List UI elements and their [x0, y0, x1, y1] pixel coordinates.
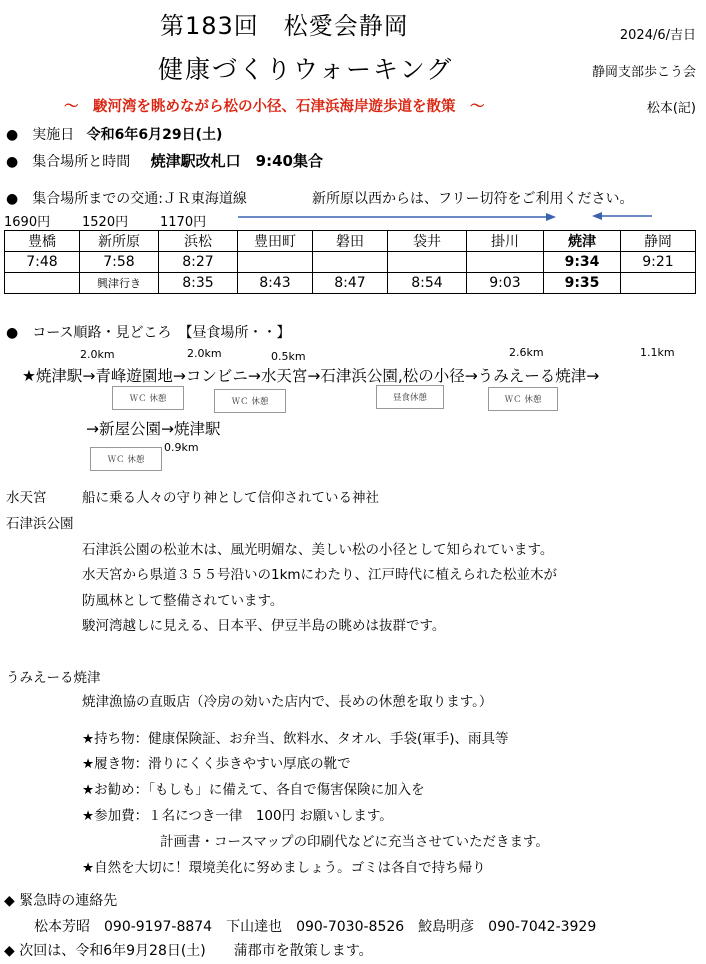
stop-box: ＷＣ 休憩 [112, 386, 184, 410]
time-cell: 7:48 [5, 252, 80, 273]
title-line1: 第183回 松愛会静岡 [160, 12, 409, 40]
time-cell: 8:27 [159, 252, 238, 273]
subtitle: ～ 駿河湾を眺めながら松の小径、石津浜海岸遊歩道を散策 ～ [64, 99, 485, 115]
distance-label: 2.0km [187, 347, 222, 360]
transport-label: ● 集合場所までの交通:ＪＲ東海道線 [6, 191, 247, 207]
arrow-right-icon [238, 213, 556, 221]
organizer: 静岡支部歩こう会 [591, 65, 696, 80]
route-line1: ★焼津駅→青峰遊園地→コンビニ→水天宮→石津浜公園,松の小径→うみえーる焼津→ [22, 367, 600, 385]
meet-label: ● 集合場所と時間 [6, 154, 131, 170]
stop-box: ＷＣ 休憩 [488, 387, 558, 411]
stop-box: ＷＣ 休憩 [90, 447, 162, 471]
spot-suitengu-desc: 船に乗る人々の守り神として信仰されている神社 [82, 490, 379, 506]
date-row [6, 124, 222, 144]
note-item: ★お勧め：「もしも」に備えて、各自で傷害保険に加入を [82, 782, 425, 798]
note-item: ★履き物：滑りにくく歩きやすい厚底の靴で [82, 756, 351, 772]
distance-label: 0.5km [271, 350, 306, 363]
time-cell: 9:34 [544, 252, 621, 273]
fare-3: 1170円 [160, 215, 207, 230]
note-item: ★参加費：１名につき一律 100円 お願いします。 [82, 808, 393, 824]
time-cell: 7:58 [80, 252, 159, 273]
contacts-heading: ◆ 緊急時の連絡先 [4, 893, 118, 909]
time-cell: 興津行き [80, 273, 159, 294]
distance-label: 0.9km [164, 441, 199, 454]
meet-value: 焼津駅改札口 9:40集合 [150, 152, 323, 170]
note-item: ★持ち物：健康保険証、お弁当、飲料水、タオル、手袋(軍手)、雨具等 [82, 731, 509, 747]
spot-suitengu-name: 水天宮 [6, 490, 47, 506]
timetable-row [5, 252, 696, 273]
station-cell: 豊田町 [238, 231, 313, 252]
time-cell: 8:35 [159, 273, 238, 294]
arrow-left-icon [592, 212, 652, 220]
timetable-row [5, 273, 696, 294]
timetable [4, 230, 696, 294]
note-item: 計画書・コースマップの印刷代などに充当させていただきます。 [160, 834, 549, 850]
station-cell: 静岡 [621, 231, 696, 252]
time-cell [467, 252, 544, 273]
time-cell [388, 252, 467, 273]
time-cell: 8:54 [388, 273, 467, 294]
stop-box: 昼食休憩 [376, 385, 444, 409]
time-cell [621, 273, 696, 294]
time-cell: 8:47 [313, 273, 388, 294]
time-cell: 9:35 [544, 273, 621, 294]
note-item: ★自然を大切に！環境美化に努めましょう。ゴミは各自で持ち帰り [82, 860, 486, 876]
distance-label: 2.6km [509, 346, 544, 359]
station-cell: 焼津 [544, 231, 621, 252]
time-cell [313, 252, 388, 273]
fare-1: 1690円 [4, 215, 51, 230]
fare-2: 1520円 [82, 215, 129, 230]
park-desc-line: 駿河湾越しに見える、日本平、伊豆半島の眺めは抜群です。 [82, 618, 446, 634]
date-label: ● 実施日 [6, 127, 75, 143]
park-desc-line: 石津浜公園の松並木は、風光明媚な、美しい松の小径として知られています。 [82, 542, 554, 558]
spot-umi-name: うみえーる焼津 [6, 670, 101, 686]
next-event: ◆ 次回は、令和6年9月28日(土) 蒲郡市を散策します。 [4, 943, 373, 959]
distance-label: 2.0km [80, 348, 115, 361]
meet-row [6, 150, 323, 171]
course-heading: ● コース順路・見どころ 【昼食場所・・】 [6, 325, 291, 341]
spot-park-name: 石津浜公園 [6, 516, 74, 532]
time-cell: 9:21 [621, 252, 696, 273]
distance-label: 1.1km [640, 346, 675, 359]
date-value: 令和6年6月29日(土) [86, 127, 223, 143]
title-line2: 健康づくりウォーキング [158, 55, 454, 84]
contacts-line: 松本芳昭 090-9197-8874 下山達也 090-7030-8526 鮫島明彦 090-7042-3929 [34, 919, 597, 935]
route-line2: →新屋公園→焼津駅 [86, 420, 221, 438]
author: 松本(記) [646, 101, 696, 116]
park-desc-line: 水天宮から県道３５５号沿いの1kmにわたり、江戸時代に植えられた松並木が [82, 567, 558, 583]
station-cell: 袋井 [388, 231, 467, 252]
time-cell: 8:43 [238, 273, 313, 294]
station-cell: 豊橋 [5, 231, 80, 252]
timetable-header [5, 231, 696, 252]
direction-arrows [0, 206, 706, 228]
station-cell: 浜松 [159, 231, 238, 252]
time-cell [5, 273, 80, 294]
park-desc-line: 防風林として整備されています。 [82, 593, 284, 609]
time-cell [238, 252, 313, 273]
spot-umi-desc: 焼津漁協の直販店（冷房の効いた店内で、長めの休憩を取ります。） [82, 694, 493, 710]
station-cell: 磐田 [313, 231, 388, 252]
transport-note: 新所原以西からは、フリー切符をご利用ください。 [312, 191, 634, 207]
time-cell: 9:03 [467, 273, 544, 294]
station-cell: 掛川 [467, 231, 544, 252]
stop-box: ＷＣ 休憩 [214, 389, 286, 413]
station-cell: 新所原 [80, 231, 159, 252]
issue-date: 2024/6/吉日 [619, 28, 696, 43]
